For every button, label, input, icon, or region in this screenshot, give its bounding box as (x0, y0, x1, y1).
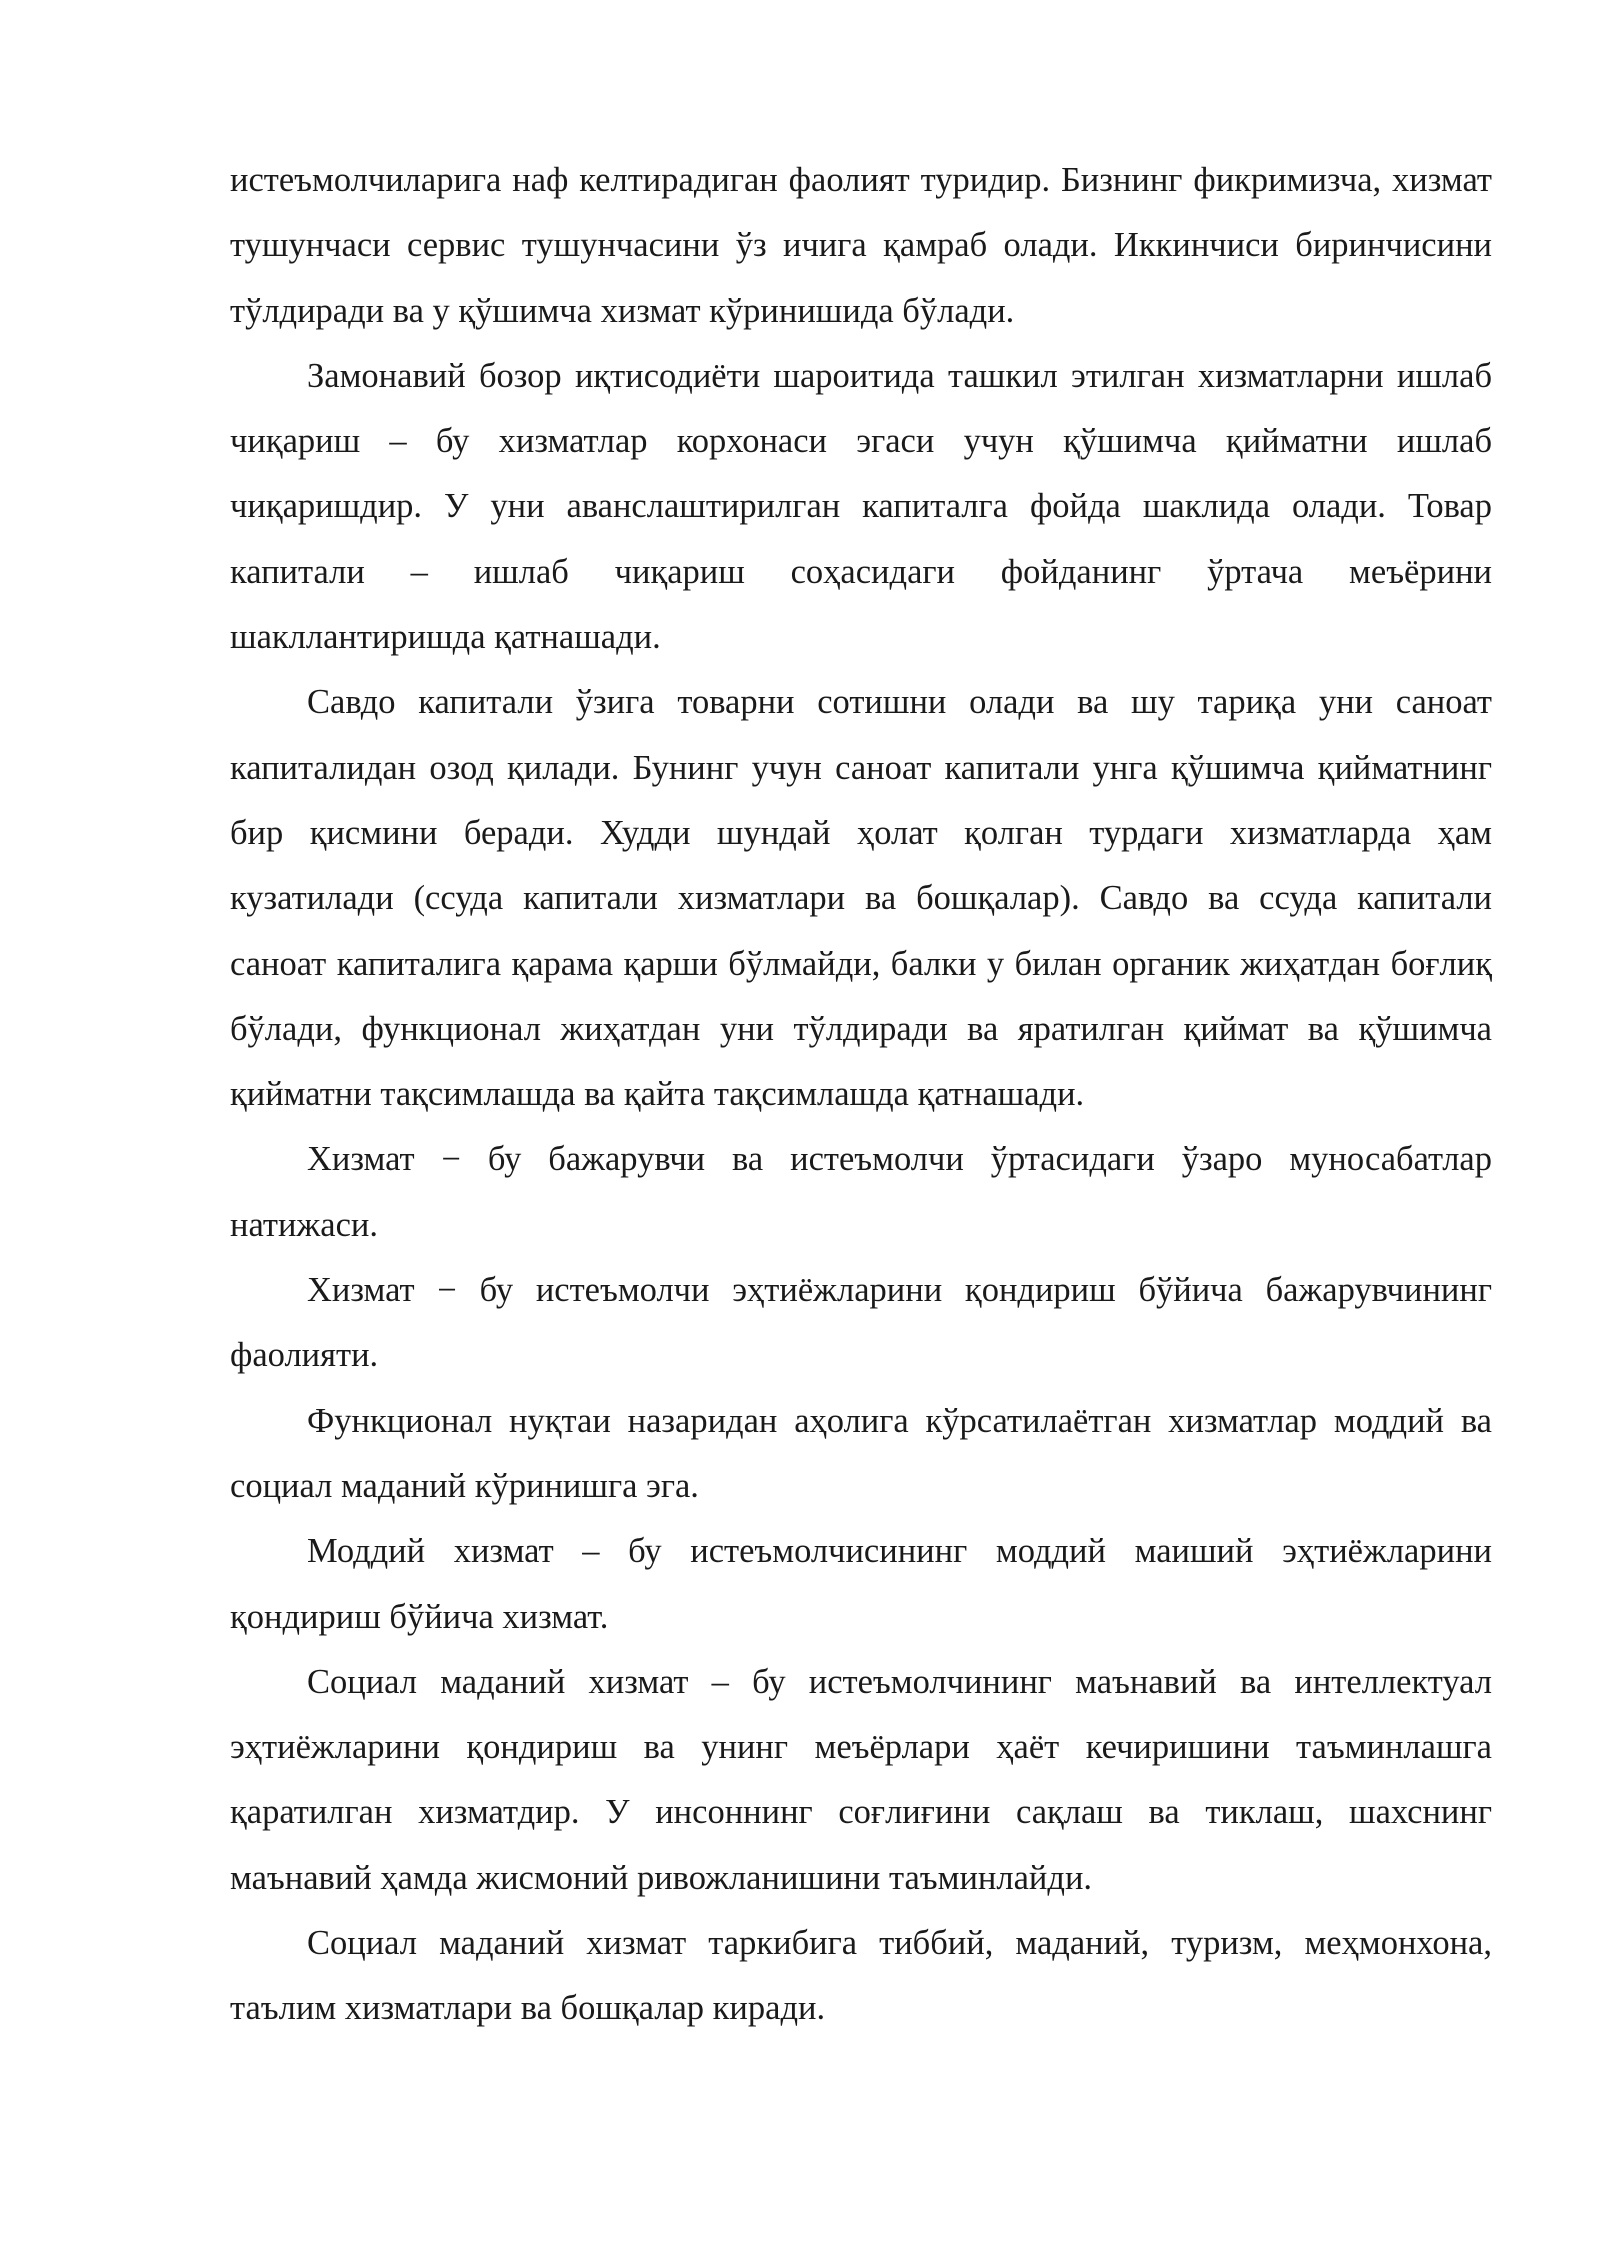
paragraph-service-definition-relations: Хизмат − бу бажарувчи ва истеъмолчи ўртасидаги ўзаро муносабатлар натижаси. (230, 1140, 1492, 1244)
paragraph-trade-capital: Савдо капитали ўзига товарни сотишни олади ва шу тариқа уни саноат капиталидан озод қилади. Бунинг учун саноат капитали унга қўшимча қийматнинг бир қисмини беради. Худди шундай ҳолат қолган турдаги хизматларда ҳам кузатилади (ссуда капитали хизматлари ва бошқалар). Савдо ва ссуда капитали саноат капиталига қарама қарши бўлмайди, балки у билан органик жиҳатдан боғлиқ бўлади, функционал жиҳатдан уни тўлдиради ва яратилган қиймат ва қўшимча қийматни тақсимлашда ва қайта тақсимлашда қатнашади. (230, 683, 1492, 1114)
paragraph-continuation: истеъмолчиларига наф келтирадиган фаолият туридир. Бизнинг фикримизча, хизмат тушунчаси сервис тушунчасини ўз ичига қамраб олади. Иккинчиси биринчисини тўлдиради ва у қўшимча хизмат кўринишида бўлади. (230, 161, 1492, 330)
paragraph-functional-view: Функционал нуқтаи назаридан аҳолига кўрсатилаётган хизматлар моддий ва социал маданий кўринишга эга. (230, 1401, 1492, 1505)
paragraph-sociocultural-service: Социал маданий хизмат – бу истеъмолчининг маънавий ва интеллектуал эҳтиёжларини қондириш ва унинг меъёрлари ҳаёт кечиришини таъминлашга қаратилган хизматдир. У инсоннинг соғлиғини сақлаш ва тиклаш, шахснинг маънавий ҳамда жисмоний ривожланишини таъминлайди. (230, 1662, 1492, 1897)
paragraph-service-production: Замонавий бозор иқтисодиёти шароитида ташкил этилган хизматларни ишлаб чиқариш – бу хизматлар корхонаси эгаси учун қўшимча қийматни ишлаб чиқаришдир. У уни аванслаштирилган капиталга фойда шаклида олади. Товар капитали – ишлаб чиқариш соҳасидаги фойданинг ўртача меъёрини шакллантиришда қатнашади. (230, 356, 1492, 657)
document-body (230, 148, 1492, 2042)
paragraph-service-definition-activity: Хизмат − бу истеъмолчи эҳтиёжларини қондириш бўйича бажарувчининг фаолияти. (230, 1271, 1492, 1375)
paragraph-sociocultural-composition: Социал маданий хизмат таркибига тиббий, маданий, туризм, меҳмонхона, таълим хизматлари ва бошқалар киради. (230, 1924, 1492, 2028)
paragraph-material-service: Моддий хизмат – бу истеъмолчисининг моддий маиший эҳтиёжларини қондириш бўйича хизмат. (230, 1532, 1492, 1636)
